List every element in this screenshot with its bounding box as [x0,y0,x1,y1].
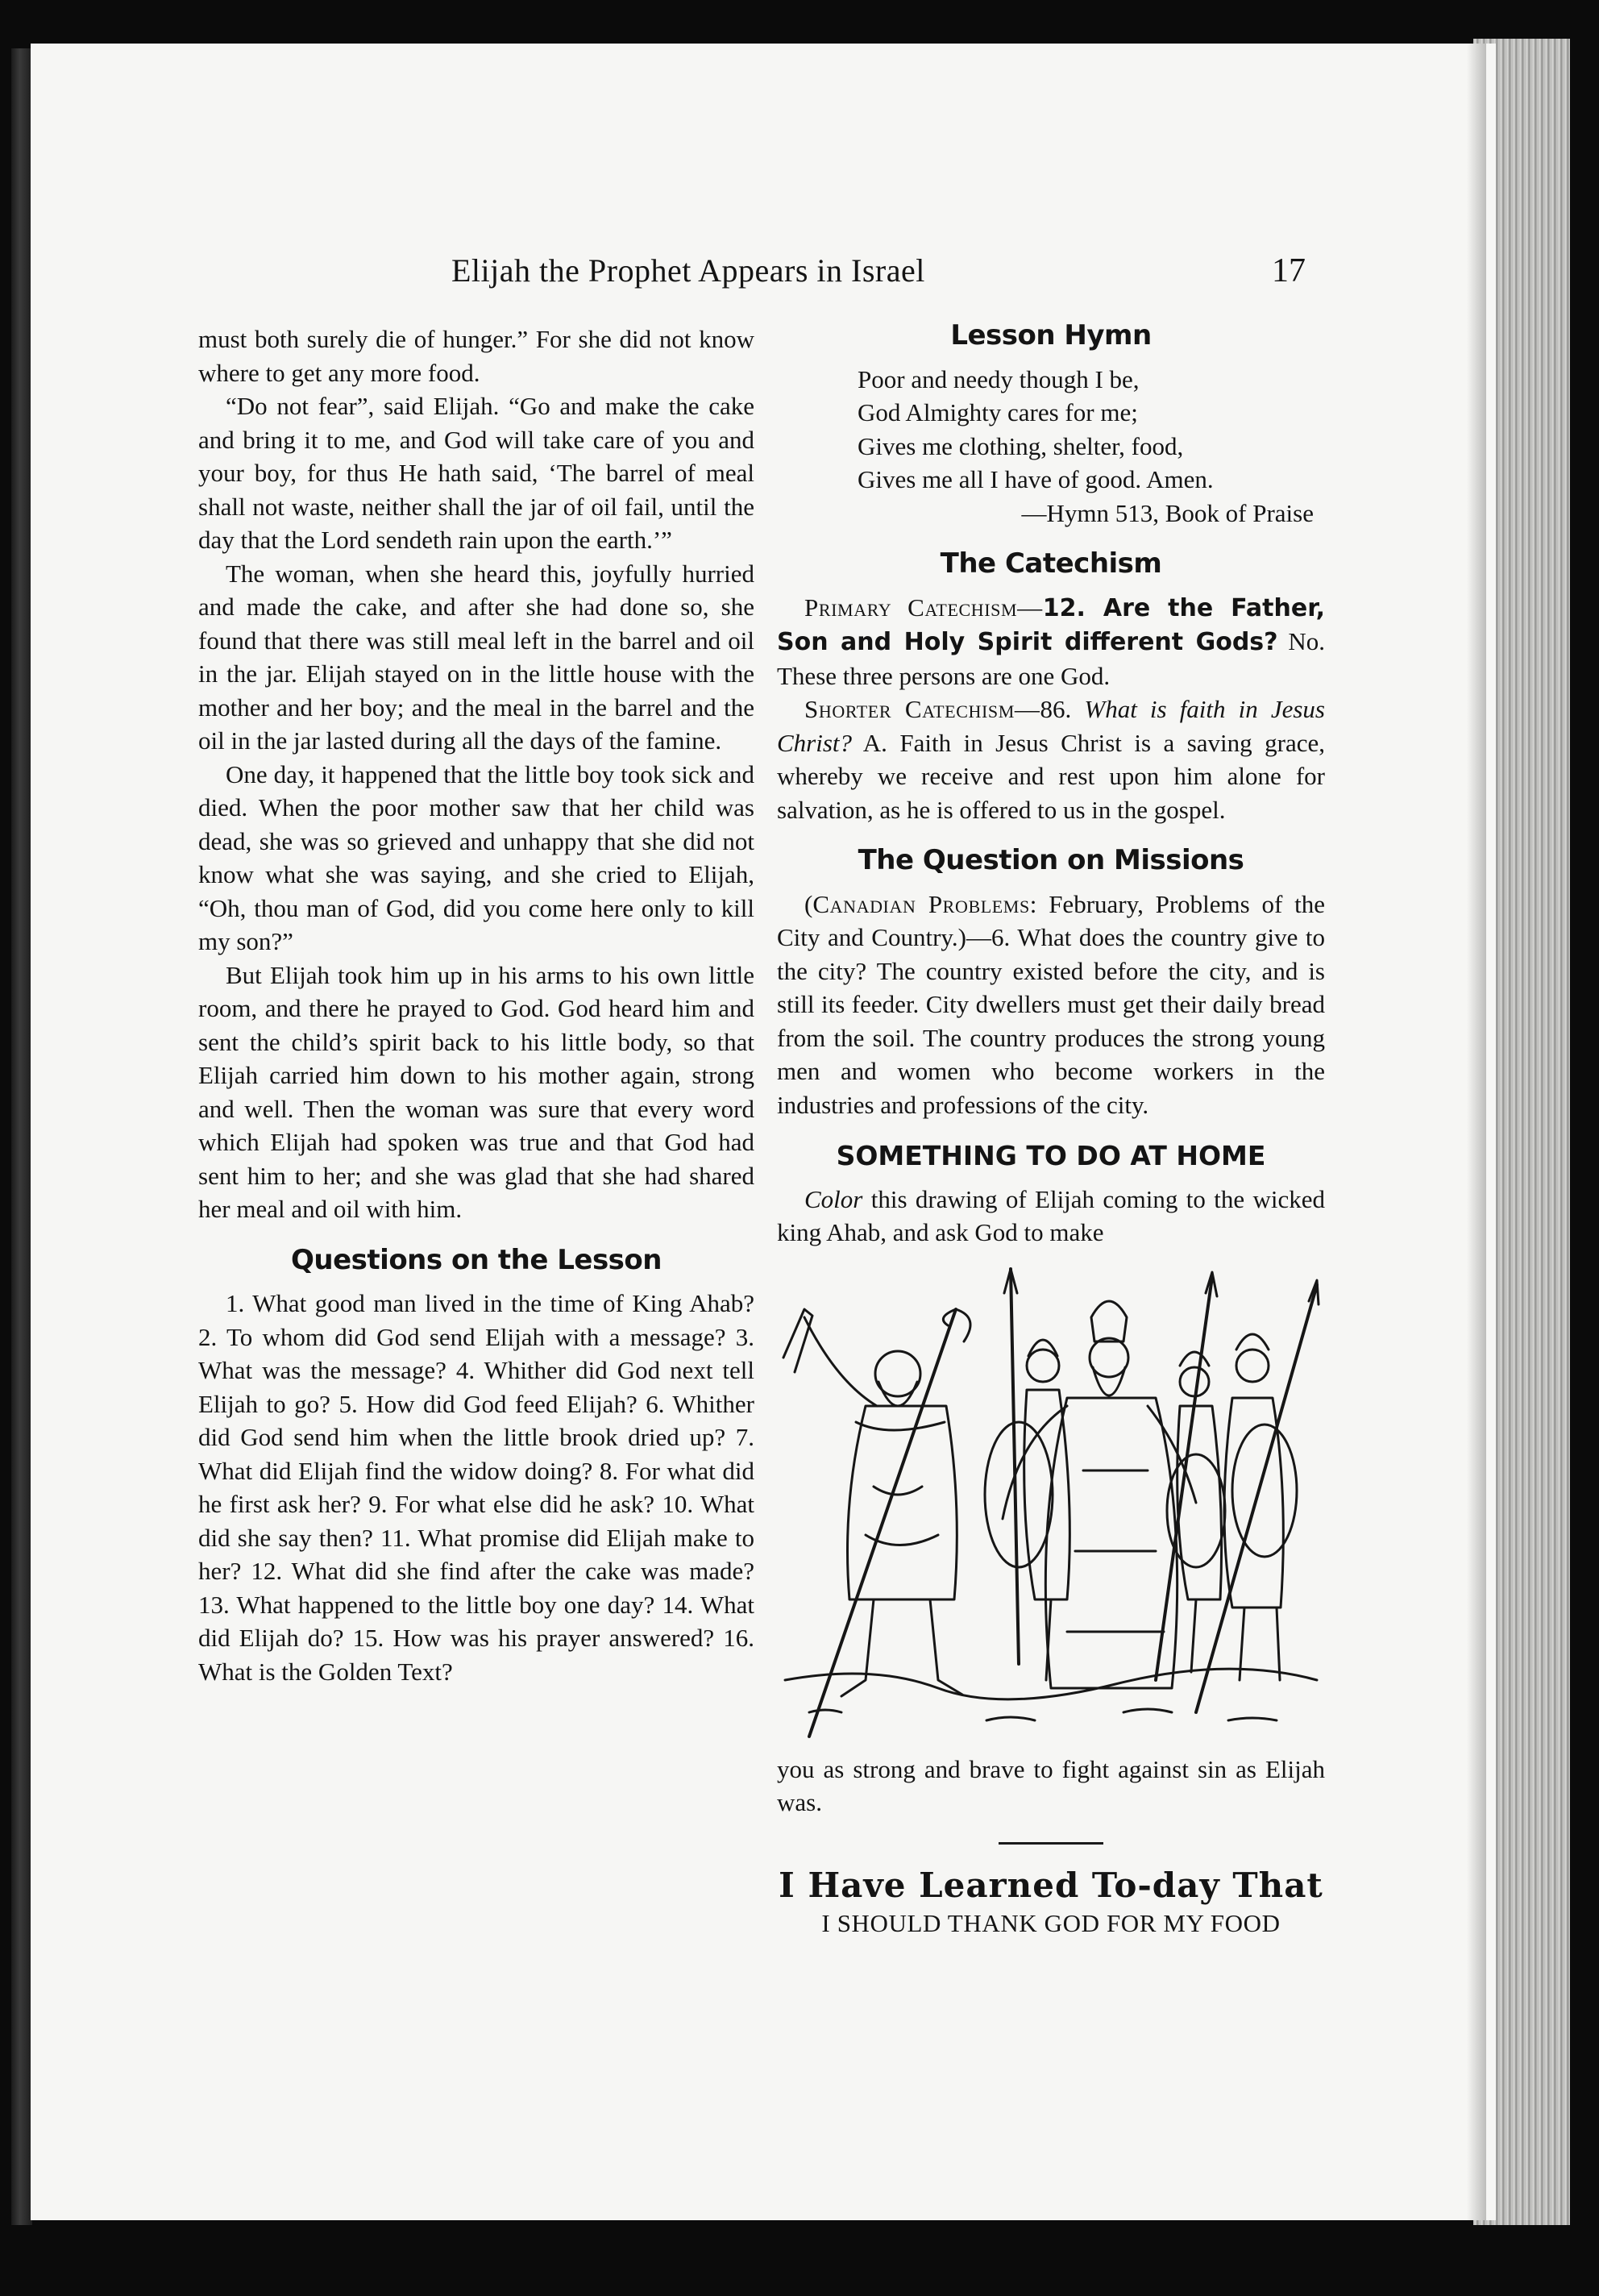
home-activity-heading: SOMETHING TO DO AT HOME [836,1140,1266,1171]
home-activity-text-continued: you as strong and brave to fight against sin as Elijah was. [777,1754,1325,1816]
story-paragraph: “Do not fear”, said Elijah. “Go and make the cake and bring it to me, and God will take care of you and your boy, for thus He hath said, ‘The barrel of meal shall not waste, neither shall the jar of oil fail, until the day that the Lord sendeth rain upon the earth.’” [198,392,754,554]
story-paragraph: But Elijah took him up in his arms to his own little room, and there he prayed to God. God heard him and sent the child’s spirit back to his little body, so that Elijah carried him down to his mother again, strong and well. Then the woman was sure that every word which Elijah had spoken was true and that God had sent him to her; and she was glad that she had shared her meal and oil with him. [198,960,754,1223]
story-paragraph: must both surely die of hunger.” For she did not know where to get any more food. [198,325,754,387]
page-number: 17 [1272,252,1306,289]
home-activity-text-before: this drawing of Elijah coming to the wicked king Ahab, and ask God to make [777,1184,1325,1246]
scan-binding-edge [11,48,32,2225]
hymn-line: Gives me all I have of good. Amen. [858,465,1214,493]
left-column [198,322,754,1688]
shorter-catechism [777,693,1325,826]
page-gutter-shadow [1467,44,1486,2220]
missions-text: (Canadian Problems: February, Problems of the City and Country.)—6. What does the country give to the city? The country existed before the city, and is still its feeder. City dwellers must get their daily bread from the soil. The country produces the strong young men and women who become workers in the industries and professions of the city. [777,889,1325,1119]
hymn-citation: —Hymn 513, Book of Praise [1021,498,1314,527]
story-paragraph: One day, it happened that the little boy took sick and died. When the poor mother saw that her child was dead, she was so grieved and unhappy that she did not know what she was saying, and she cried to Elijah, “Oh, thou man of God, did you come here only to kill my son?” [198,759,754,955]
right-column [777,319,1325,1940]
hymn-heading: Lesson Hymn [950,319,1152,351]
story-paragraph: The woman, when she heard this, joyfully hurried and made the cake, and after she had done so, she found that there was still meal left in the barrel and oil in the jar. Elijah stayed on in the little house with the mother and her boy; and the meal in the barrel and the oil in the jar lasted during all the days of the famine. [198,559,754,755]
primary-catechism-question: 12. Are the Father, Son and Holy Spirit different Gods? [777,593,1325,656]
home-activity-text [777,1183,1325,1250]
shorter-catechism-answer: A. Faith in Jesus Christ is a saving grace, whereby we receive and rest upon him alone for salvation, as he is offered to us in the gospel. [777,728,1325,824]
primary-catechism-label: Primary Catechism— [804,593,1043,622]
home-activity-color-word: Color [804,1184,863,1213]
missions-heading: The Question on Missions [858,844,1244,876]
catechism-heading: The Catechism [940,547,1162,580]
hymn-line: Poor and needy though I be, [858,364,1140,393]
running-title: Elijah the Prophet Appears in Israel [451,252,925,289]
primary-catechism-answer: No. These three persons are one God. [777,627,1325,690]
missions-label: Canadian Problems [812,889,1030,918]
missions-body: : February, Problems of the City and Country.)—6. What does the country give to the city? The country existed before the city, and is still its feeder. City dwellers must get their daily bread from the soil. The country produces the strong young men and women who become workers in the industries and professions of the city. [777,889,1325,1119]
elijah-and-ahab-illustration [777,1261,1325,1745]
hymn-line: Gives me clothing, shelter, food, [858,431,1184,460]
hymn-line: God Almighty cares for me; [858,398,1138,426]
primary-catechism [777,591,1325,693]
questions-text: 1. What good man lived in the time of King Ahab? 2. To whom did God send Elijah with a message? 3. What was the message? 4. Whither did God next tell Elijah to go? 5. How did God feed Elijah? 6. Whither did God send him when the little brook dried up? 7. What did Elijah find the widow doing? 8. For what did he first ask her? 9. For what else did he ask? 10. What did she say then? 11. What promise did Elijah make to her? 12. What did she find after the cake was made? 13. What happened to the little boy one day? 14. What did Elijah do? 15. How was his prayer answered? 16. What is the Golden Text? [198,1289,754,1686]
learned-today-text: I SHOULD THANK GOD FOR MY FOOD [821,1909,1281,1937]
shorter-catechism-label: Shorter Catechism— [804,695,1040,723]
questions-heading: Questions on the Lesson [291,1243,662,1276]
learned-today-title: I Have Learned To-day That [779,1865,1323,1905]
shorter-catechism-question: What is faith in Jesus Christ? [777,695,1325,757]
section-divider [999,1842,1103,1845]
shorter-catechism-number: 86. [1040,695,1085,723]
